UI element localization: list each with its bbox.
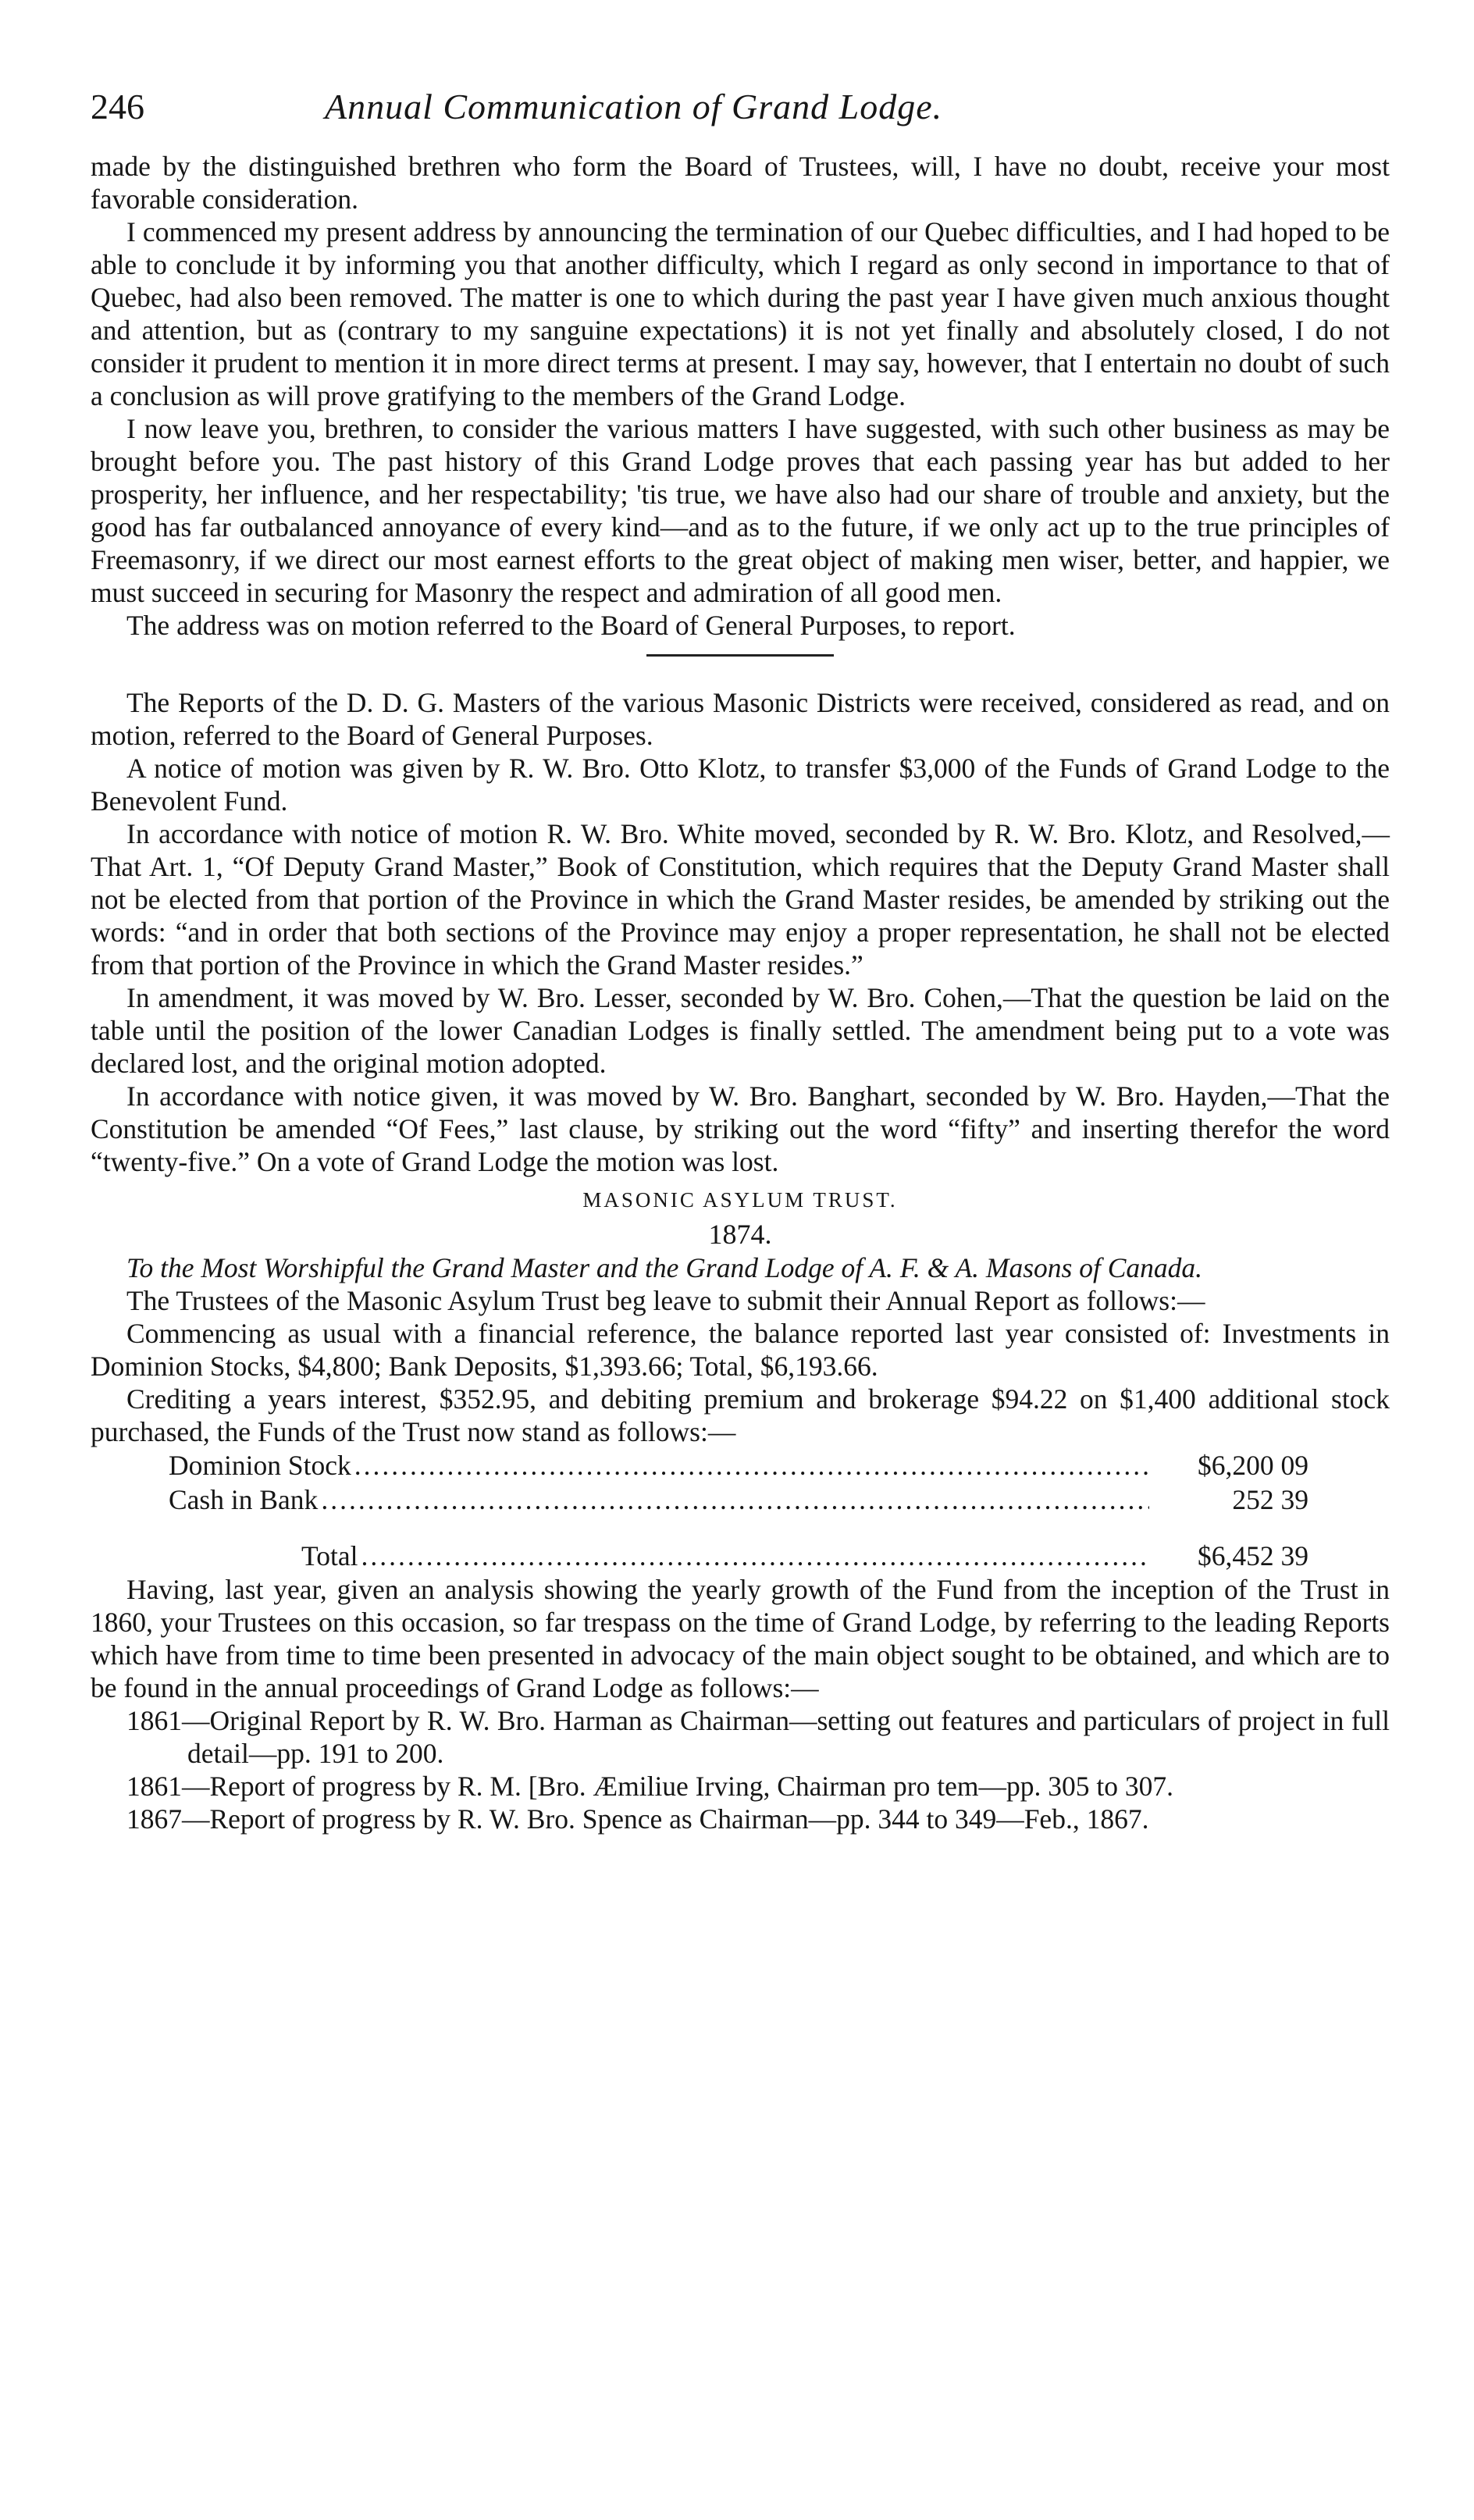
ledger-row [169,1482,1308,1517]
paragraph: In accordance with notice given, it was moved by W. Bro. Banghart, seconded by W. Bro. Hayden,—That the Constitution be amended “Of Fees,” last clause, by striking out the word “fifty” and inserting therefor the word “twenty-five.” On a vote of Grand Lodge the motion was lost. [91,1080,1390,1177]
paragraph: I commenced my present address by announcing the termination of our Quebec difficulties, and I had hoped to be able to conclude it by informing you that another difficulty, which I regard as only second in importance to that of Quebec, had also been removed. The matter is one to which during the past year I have given much anxious thought and attention, but as (contrary to my sanguine expectations) it is not yet finally and absolutely closed, I do not consider it prudent to mention it in more direct terms at present. I may say, however, that I entertain no doubt of such a conclusion as will prove gratifying to the members of the Grand Lodge. [91,216,1390,411]
paragraph: Crediting a years interest, $352.95, and debiting premium and brokerage $94.22 on $1,400 additional stock purchased, the Funds of the Trust now stand as follows:— [91,1383,1390,1447]
ledger-value: 252 39 [1232,1484,1308,1515]
ledger-label: Dominion Stock [169,1450,351,1481]
paragraph: The Trustees of the Masonic Asylum Trust beg leave to submit their Annual Report as follows:— [126,1285,1205,1316]
ledger-value: $6,200 09 [1198,1450,1308,1481]
page-title: Annual Communication of Grand Lodge. [325,87,943,126]
ledger-total-row [169,1539,1308,1573]
paragraph: The address was on motion referred to the Board of General Purposes, to report. [126,610,1016,641]
ledger-label: Cash in Bank [169,1484,319,1515]
running-head [91,75,1390,139]
paragraph: I now leave you, brethren, to consider the various matters I have suggested, with such other business as may be brought before you. The past history of this Grand Lodge proves that each passing year has but added to her prosperity, her influence, and her respectability; 'tis true, we have also had our share of trouble and anxiety, but the good has far outbalanced annoyance of every kind—and as to the future, if we only act up to the true principles of Freemasonry, if we direct our most earnest efforts to the great object of making men wiser, better, and happier, we must succeed in securing for Masonry the respect and admiration of all good men. [91,413,1390,608]
funds-ledger [169,1448,1308,1573]
paragraph: made by the distinguished brethren who form the Board of Trustees, will, I have no doubt, receive your most favorable consideration. [91,151,1390,215]
document-page [91,75,1390,1835]
leader-dots [361,1539,1149,1573]
section-divider [646,654,834,657]
report-list-item: 1867—Report of progress by R. W. Bro. Spence as Chairman—pp. 344 to 349—Feb., 1867. [126,1803,1149,1835]
report-list-item: 1861—Report of progress by R. M. [Bro. Æmiliue Irving, Chairman pro tem—pp. 305 to 307. [126,1771,1173,1802]
paragraph: In accordance with notice of motion R. W. Bro. White moved, seconded by R. W. Bro. Klotz, and Resolved,—That Art. 1, “Of Deputy Grand Master,” Book of Constitution, which requires that the Deputy Grand Master shall not be elected from that portion of the Province in which the Grand Master resides, be amended by striking out the words: “and in order that both sections of the Province may enjoy a proper representation, he shall not be elected from that portion of the Province in which the Grand Master resides.” [91,818,1390,981]
page-number: 246 [91,87,144,126]
paragraph: Commencing as usual with a financial reference, the balance reported last year consisted of: Investments in Dominion Stocks, $4,800; Bank Deposits, $1,393.66; Total, $6,193.66. [91,1318,1390,1382]
paragraph: The Reports of the D. D. G. Masters of the various Masonic Districts were received, considered as read, and on motion, referred to the Board of General Purposes. [91,687,1390,751]
leader-dots [354,1448,1149,1482]
year-heading: 1874. [708,1219,772,1250]
report-list-item: 1861—Original Report by R. W. Bro. Harman as Chairman—setting out features and particulars of project in full detail—pp. 191 to 200. [126,1705,1390,1769]
report-address: To the Most Worshipful the Grand Master and the Grand Lodge of A. F. & A. Masons of Canada. [126,1252,1203,1283]
paragraph: Having, last year, given an analysis showing the yearly growth of the Fund from the inception of the Trust in 1860, your Trustees on this occasion, so far trespass on the time of Grand Lodge, by referring to the leading Reports which have from time to time been presented in advocacy of the main object sought to be obtained, and which are to be found in the annual proceedings of Grand Lodge as follows:— [91,1574,1390,1703]
leader-dots [321,1482,1149,1517]
ledger-total-label: Total [301,1540,358,1571]
ledger-total-value: $6,452 39 [1198,1540,1308,1571]
paragraph: A notice of motion was given by R. W. Bro. Otto Klotz, to transfer $3,000 of the Funds of Grand Lodge to the Benevolent Fund. [91,753,1390,817]
paragraph: In amendment, it was moved by W. Bro. Lesser, seconded by W. Bro. Cohen,—That the question be laid on the table until the position of the lower Canadian Lodges is finally settled. The amendment being put to a vote was declared lost, and the original motion adopted. [91,982,1390,1079]
ledger-row [169,1448,1308,1482]
section-heading: MASONIC ASYLUM TRUST. [582,1188,898,1212]
body-text [91,150,1390,1835]
